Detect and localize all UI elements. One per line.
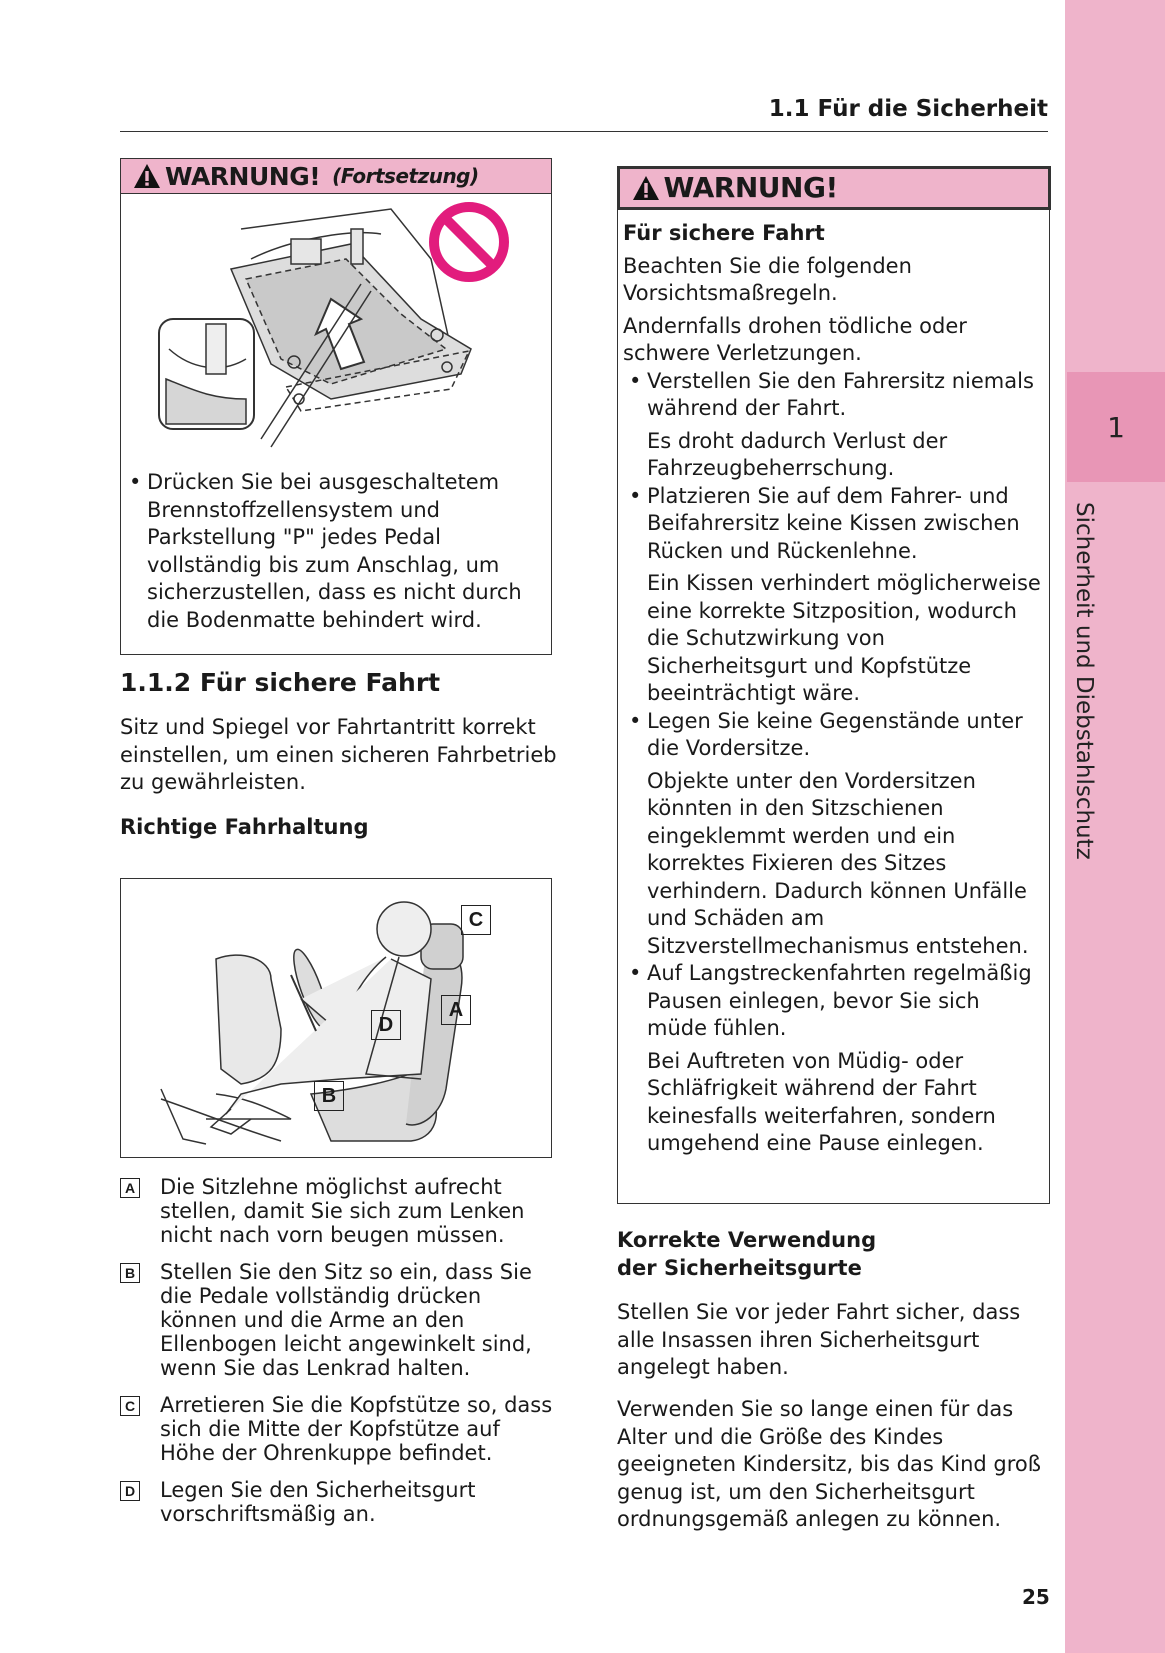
key-item-b — [120, 1260, 560, 1380]
right-bullet-2: • Platzieren Sie auf dem Fahrer- und Beifahrersitz keine Kissen zwischen Rücken und Rückenlehne. — [623, 483, 1045, 566]
figure-label-c: C — [461, 905, 491, 935]
key-item-a — [120, 1175, 560, 1247]
key-badge: C — [120, 1396, 140, 1416]
right-bullet-4: • Auf Langstreckenfahrten regelmäßig Pausen einlegen, bevor Sie sich müde fühlen. — [623, 960, 1045, 1043]
warning-title: WARNUNG! — [165, 161, 321, 191]
figure-label-a: A — [441, 995, 471, 1025]
right-bullet-3: • Legen Sie keine Gegenstände unter die Vordersitze. — [623, 708, 1045, 763]
key-item-text: Die Sitzlehne möglichst aufrecht stellen, damit Sie sich zum Lenken nicht nach vorn beugen müssen. — [160, 1175, 525, 1247]
chapter-title: Sicherheit und Diebstahlschutz — [1071, 502, 1097, 860]
driving-posture-figure — [120, 878, 552, 1158]
warning-title: WARNUNG! — [663, 171, 838, 204]
posture-subheading: Richtige Fahrhaltung — [120, 815, 369, 839]
warning-triangle-icon — [133, 163, 161, 189]
section-title: 1.1.2 Für sichere Fahrt — [120, 668, 441, 697]
belts-para2: Verwenden Sie so lange einen für das Alter und die Größe des Kindes geeigneten Kindersitz, bis das Kind groß genug ist, um den Sicherheitsgurt ordnungsgemäß anlegen zu können. — [617, 1397, 1041, 1531]
right-note-1: Es droht dadurch Verlust der Fahrzeugbeherrschung. — [647, 428, 948, 480]
warning-continued: (Fortsetzung) — [332, 164, 479, 188]
right-bullet-1: • Verstellen Sie den Fahrersitz niemals während der Fahrt. — [623, 368, 1045, 423]
right-note-2: Ein Kissen verhindert möglicherweise eine korrekte Sitzposition, wodurch die Schutzwirkung von Sicherheitsgurt und Kopfstütze beeinträchtigt wäre. — [647, 571, 1041, 705]
key-item-c — [120, 1393, 560, 1465]
right-note-3: Objekte unter den Vordersitzen könnten in den Sitzschienen eingeklemmt werden und ein korrektes Fixieren des Sitzes verhindern. Dadurch können Unfälle und Schäden am Sitzverstellmechanismus entstehen. — [647, 768, 1029, 958]
prohibited-icon — [434, 207, 504, 277]
header-rule — [120, 131, 1048, 132]
running-head: 1.1 Für die Sicherheit — [768, 96, 1048, 122]
left-warning-box — [120, 158, 552, 655]
section-intro: Sitz und Spiegel vor Fahrtantritt korrekt einstellen, um einen sicheren Fahrbetrieb zu gewährleisten. — [120, 715, 557, 794]
left-warning-bullet: • Drücken Sie bei ausgeschaltetem Brennstoffzellensystem und Parkstellung "P" jedes Pedal vollständig bis zum Anschlag, um sicherzustellen, dass es nicht durch die Bodenmatte behindert wird. — [123, 469, 539, 634]
right-warning-subtitle: Für sichere Fahrt — [623, 221, 825, 245]
left-warning-header — [121, 159, 551, 194]
warning-triangle-icon — [632, 175, 660, 201]
key-item-d — [120, 1478, 560, 1526]
key-item-text: Legen Sie den Sicherheitsgurt vorschriftsmäßig an. — [160, 1478, 476, 1526]
belts-heading: Korrekte Verwendung der Sicherheitsgurte — [617, 1228, 877, 1280]
chapter-tab[interactable] — [1067, 372, 1165, 482]
key-badge: D — [120, 1481, 140, 1501]
chapter-number: 1 — [1107, 410, 1125, 444]
figure-label-b: B — [314, 1081, 344, 1111]
right-warning-intro2: Andernfalls drohen tödliche oder schwere Verletzungen. — [623, 313, 967, 365]
posture-key-list — [120, 1175, 560, 1539]
page-number: 25 — [1022, 1585, 1050, 1609]
right-warning-intro1: Beachten Sie die folgenden Vorsichtsmaßregeln. — [623, 253, 912, 305]
key-item-text: Arretieren Sie die Kopfstütze so, dass sich die Mitte der Kopfstütze auf Höhe der Ohrenkuppe befindet. — [160, 1393, 553, 1465]
figure-label-d: D — [371, 1010, 401, 1040]
key-badge: B — [120, 1263, 140, 1283]
right-note-4: Bei Auftreten von Müdig- oder Schläfrigkeit während der Fahrt keinesfalls weiterfahren, sondern umgehend eine Pause einlegen. — [647, 1048, 996, 1155]
key-item-text: Stellen Sie den Sitz so ein, dass Sie die Pedale vollständig drücken können und die Arme an den Ellenbogen leicht angewinkelt sind, wenn Sie das Lenkrad halten. — [160, 1260, 532, 1380]
right-warning-box — [617, 166, 1050, 1204]
belts-para1: Stellen Sie vor jeder Fahrt sicher, dass alle Insassen ihren Sicherheitsgurt angelegt haben. — [617, 1300, 1021, 1379]
right-warning-header — [617, 166, 1051, 210]
key-badge: A — [120, 1178, 140, 1198]
